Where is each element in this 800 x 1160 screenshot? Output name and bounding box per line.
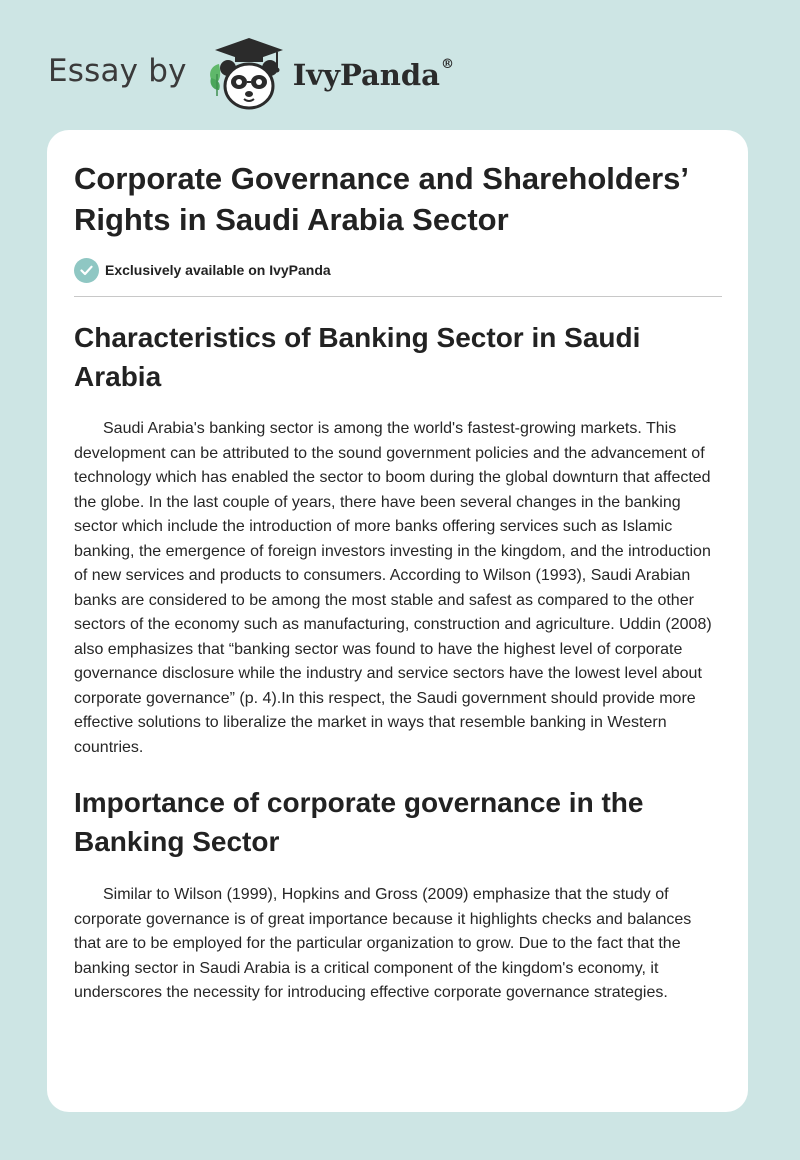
exclusive-badge: [74, 257, 722, 283]
section-paragraph: Saudi Arabia's banking sector is among the world's fastest-growing markets. This development can be attributed to the sound government policies and the advancement of technology which has enabled the sector to boom during the global downturn that affected the globe. In the last couple of years, there have been several changes in the banking sector which include the introduction of more banks offering services such as Islamic banking, the emergence of foreign investors investing in the kingdom, and the introduction of new services and products to consumers. According to Wilson (1993), Saudi Arabian banks are considered to be among the most stable and safest as compared to the other sectors of the economy such as manufacturing, construction and agriculture. Uddin (2008) also emphasizes that “banking sector was found to have the highest level of corporate governance disclosure while the industry and service sectors have the lowest level about corporate governance” (p. 4).In this respect, the Saudi government should provide more effective solutions to liberalize the market in ways that resemble banking in Western countries.: [74, 420, 712, 756]
check-circle-icon: [74, 258, 99, 283]
essay-by-label: Essay by: [48, 53, 187, 89]
section-heading: Characteristics of Banking Sector in Saudi Arabia: [74, 322, 641, 392]
brand-name: IvyPanda: [292, 58, 440, 92]
site-header: [48, 34, 454, 114]
section-paragraph: Similar to Wilson (1999), Hopkins and Gross (2009) emphasize that the study of corporate governance is of great importance because it highlights checks and balances that are to be employed for the particular organization to grow. Due to the fact that the banking sector in Saudi Arabia is a critical component of the kingdom's economy, it underscores the necessity for introducing effective corporate governance strategies.: [74, 886, 692, 1001]
brand-logo-text[interactable]: [293, 58, 454, 92]
section-heading: Importance of corporate governance in the Banking Sector: [74, 787, 644, 857]
essay-title: Corporate Governance and Shareholders’ Rights in Saudi Arabia Sector: [74, 161, 688, 237]
exclusive-label: Exclusively available on IvyPanda: [105, 262, 331, 278]
panda-graduate-icon[interactable]: [201, 34, 289, 114]
essay-card: [47, 130, 748, 1112]
registered-mark: ®: [440, 57, 454, 73]
essay-content: [74, 158, 722, 1006]
title-divider: [74, 296, 722, 297]
